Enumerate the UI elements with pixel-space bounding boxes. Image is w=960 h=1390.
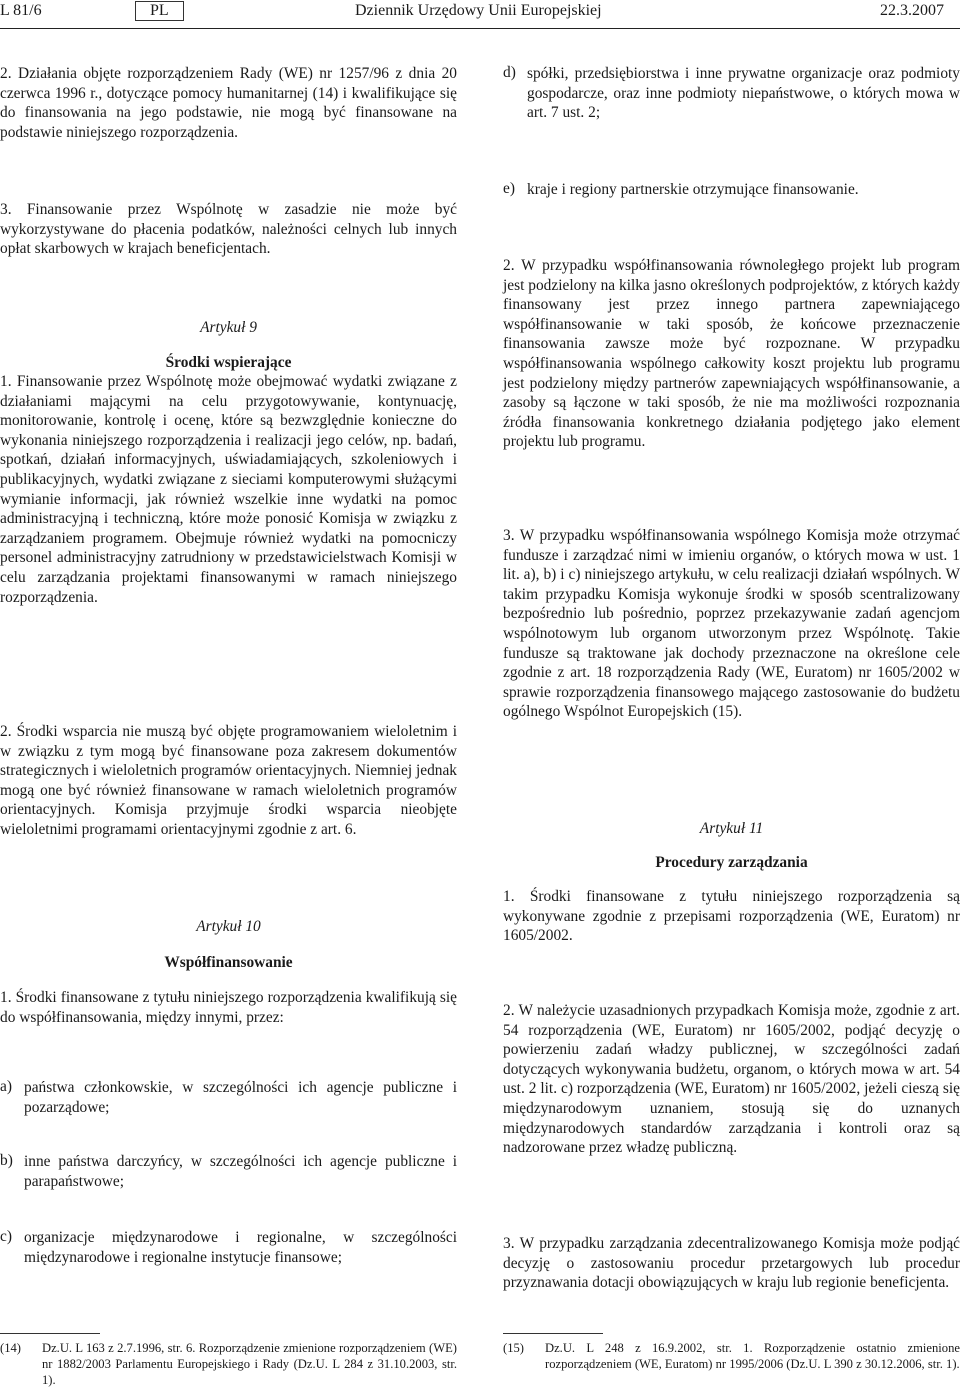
right-paragraph-2: 2. W przypadku współfinansowania równoległego projekt lub program jest podzielony na kilka jasno określonych podprojektów, z których każdy finansowany jest przez innego partnera zapewniającego współfinansowanie w taki sposób, że końcowe przeznaczenie finansowania zawsze może być rozpoznane. W przypadku współfinansowania wspólnego całkowity koszt projektu lub programu jest podzielony między partnerów zapewniających współfinansowanie, a zasoby są łączone w taki sposób, że nie ma możliwości rozpoznania źródła finansowania konkretnego działania podjętego jako element projektu lub programu. (503, 257, 960, 451)
article-10-paragraph-1: 1. Środki finansowane z tytułu niniejszego rozporządzenia kwalifikują się do współfinansowania, między innymi, przez: (0, 989, 457, 1026)
article-10-heading: Współfinansowanie (164, 954, 293, 971)
list-item-d: d) spółki, przedsiębiorstwa i inne prywatne organizacje oraz podmioty gospodarcze, oraz inne podmioty niepaństwowe, o których mowa w art. 7 ust. 2; (503, 64, 960, 122)
footnote-rule-left (0, 1333, 100, 1334)
article-9-heading: Środki wspierające (165, 354, 292, 371)
article-11-paragraph-1: 1. Środki finansowane z tytułu niniejszego rozporządzenia są wykonywane zgodnie z przepisami rozporządzenia (WE, Euratom) nr 1605/2002. (503, 888, 960, 945)
footnote-15: (15) Dz.U. L 248 z 16.9.2002, str. 1. Rozporządzenie ostatnio zmienione rozporządzeniem (WE, Euratom) nr 1995/2006 (Dz.U. L 390 z 30.12.2006, str. 1). (503, 1341, 960, 1371)
list-item-b: b) inne państwa darczyńcy, w szczególności ich agencje publiczne i parapaństwowe; (0, 1152, 457, 1190)
article-11-paragraph-2: 2. W należycie uzasadnionych przypadkach Komisja może, zgodnie z art. 54 rozporządzenia (WE, Euratom) nr 1605/2002, podjąć decyzję o powierzeniu zadań władzy publicznej, w szczególności zadań dotyczących wykonywania budżetu, organom, o których mowa w art. 54 ust. 2 lit. c) rozporządzenia (WE, Euratom) nr 1605/2002, jeżeli cieszą się międzynarodowym uznaniem, stosują się do uznanych międzynarodowych standardów zarządzania i kontroli oraz są nadzorowane przez władzę publiczną. (503, 1002, 960, 1157)
list-item-c: c) organizacje międzynarodowe i regionalne, w szczególności międzynarodowe i regionalne instytucje finansowe; (0, 1228, 457, 1266)
list-item-e: e) kraje i regiony partnerskie otrzymujące finansowanie. (503, 180, 859, 198)
article-9-paragraph-1: 1. Finansowanie przez Wspólnotę może obejmować wydatki związane z działaniami mającymi na celu przygotowywanie, kontynuację, monitorowanie, kontrolę i ocenę, które są bezwzględnie konieczne do wykonania niniejszego rozporządzenia i realizacji jego celów, np. badań, spotkań, działań informacyjnych, uświadamiających, szkoleniowych i publikacyjnych, wydatki związane z sieciami komputerowymi służącymi wymianie informacji, jak również wszelkie inne wydatki na pomoc administracyjną i techniczną, które może ponosić Komisja w związku z zarządzaniem programem. Obejmuje również wydatki na pomocniczy personel administracyjny zatrudniony w przedstawicielstwach Komisji w celu zarządzania projektami finansowanymi w ramach niniejszego rozporządzenia. (0, 373, 457, 606)
page-reference: L 81/6 (0, 2, 42, 19)
article-9-paragraph-2: 2. Środki wsparcia nie muszą być objęte programowaniem wieloletnim i w związku z tym mogą być finansowane poza zakresem dokumentów strategicznych i wieloletnich programów orientacyjnych. Niemniej jednak mogą one być również finansowane w ramach wieloletnich programów orientacyjnych. Komisja przyjmuje środki wsparcia nieobjęte wieloletnimi programami orientacyjnymi zgodnie z art. 6. (0, 723, 457, 838)
list-item-a: a) państwa członkowskie, w szczególności ich agencje publiczne i pozarządowe; (0, 1078, 457, 1116)
right-paragraph-3: 3. W przypadku współfinansowania wspólnego Komisja może otrzymać fundusze i zarządzać nimi w imieniu organów, o których mowa w ust. 1 lit. a), b) i c) niniejszego artykułu, w celu realizacji działań wspólnych. W takim przypadku Komisja wykonuje środki w sposób scentralizowany bezpośrednio lub pośrednio, poprzez przekazywanie zadań agencjom wspólnotowym lub organom utworzonym przez Wspólnotę. Takie fundusze są traktowane jak dochody przeznaczone na określone cele zgodnie z art. 18 rozporządzenia Rady (WE, Euratom) nr 1605/2002 w sprawie rozporządzenia finansowego mającego zastosowanie do budżetu ogólnego Wspólnot Europejskich (15). (503, 527, 960, 721)
page-header (0, 0, 960, 26)
footnote-14: (14) Dz.U. L 163 z 2.7.1996, str. 6. Rozporządzenie zmienione rozporządzeniem (WE) nr 1882/2003 Parlamentu Europejskiego i Rady (Dz.U. L 284 z 31.10.2003, str. 1). (0, 1341, 457, 1387)
article-10-title: Artykuł 10 (196, 918, 261, 935)
article-11-heading: Procedury zarządzania (655, 854, 808, 871)
footnote-rule-right (503, 1333, 603, 1334)
publication-date: 22.3.2007 (880, 2, 944, 19)
language-badge: PL (135, 1, 184, 21)
article-9-title: Artykuł 9 (200, 319, 257, 336)
header-rule (0, 28, 960, 29)
paragraph-2: 2. Działania objęte rozporządzeniem Rady (WE) nr 1257/96 z dnia 20 czerwca 1996 r., dotyczące pomocy humanitarnej (14) i kwalifikujące się do finansowania na jego podstawie, nie mogą być finansowane na podstawie niniejszego rozporządzenia. (0, 65, 457, 141)
article-11-paragraph-3: 3. W przypadku zarządzania zdecentralizowanego Komisja może podjąć decyzję o zastosowaniu procedur przetargowych lub procedur przyznawania dotacji obowiązujących w kraju lub regionie beneficjenta. (503, 1235, 960, 1292)
article-11-title: Artykuł 11 (699, 820, 764, 837)
journal-title: Dziennik Urzędowy Unii Europejskiej (355, 2, 602, 19)
paragraph-3: 3. Finansowanie przez Wspólnotę w zasadzie nie może być wykorzystywane do płacenia podatków, należności celnych lub innych opłat skarbowych w krajach beneficjentach. (0, 201, 457, 258)
